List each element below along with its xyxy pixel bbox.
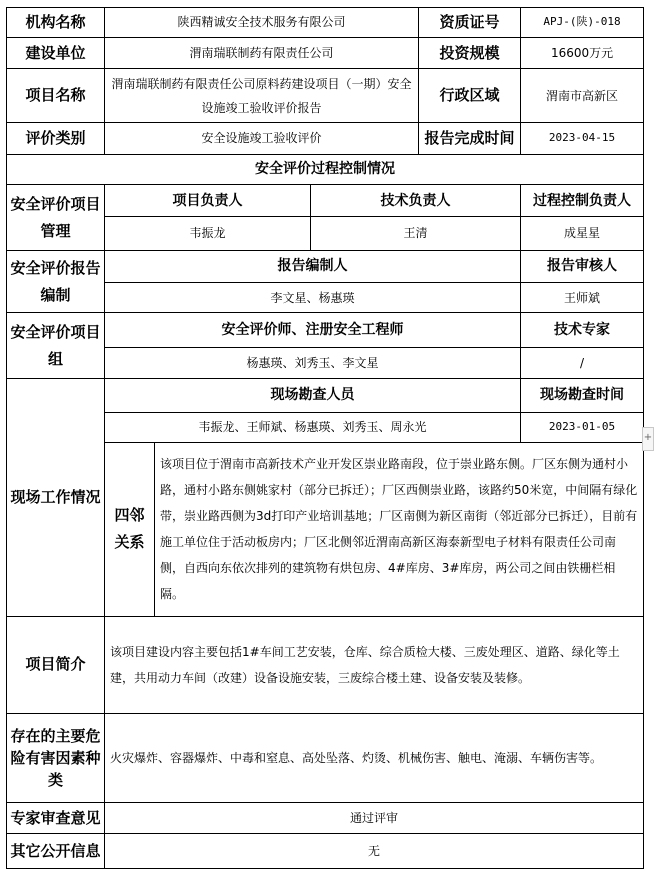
- hazards-label: 存在的主要危险有害因素种类: [7, 714, 105, 803]
- row-hazards: [7, 714, 644, 803]
- other-info-value: 无: [105, 834, 644, 869]
- builder-value: 渭南瑞联制药有限责任公司: [105, 37, 419, 69]
- investment-label: 投资规模: [419, 37, 521, 69]
- compilation-label: 安全评价报告编制: [7, 250, 105, 313]
- row-builder: [7, 37, 644, 69]
- agency-name-value: 陕西精诚安全技术服务有限公司: [105, 8, 419, 38]
- project-lead-value: 韦振龙: [105, 217, 311, 251]
- row-project: [7, 69, 644, 122]
- investment-value: 16600万元: [521, 37, 644, 69]
- surveyor-value: 韦振龙、王师斌、杨惠瑛、刘秀玉、周永光: [105, 412, 521, 442]
- survey-time-header: 现场勘查时间: [521, 378, 644, 412]
- tech-lead-value: 王清: [311, 217, 521, 251]
- evaluator-header: 安全评价师、注册安全工程师: [105, 313, 521, 348]
- management-label: 安全评价项目管理: [7, 185, 105, 251]
- row-intro: [7, 616, 644, 713]
- row-category: [7, 122, 644, 154]
- qualification-value: APJ-(陕)-018: [521, 8, 644, 38]
- intro-label: 项目简介: [7, 616, 105, 713]
- qualification-label: 资质证号: [419, 8, 521, 38]
- row-expert-opinion: [7, 803, 644, 834]
- compiler-header: 报告编制人: [105, 250, 521, 282]
- builder-label: 建设单位: [7, 37, 105, 69]
- team-label: 安全评价项目组: [7, 313, 105, 379]
- neighbor-text: 该项目位于渭南市高新技术产业开发区崇业路南段，位于崇业路东侧。厂区东侧为通村小路，通村小路东侧姚家村（部分已拆迁）；厂区西侧崇业路，该路约50米宽，中间隔有绿化带，崇业路西侧为3d打印产业培训基地；厂区南侧为新区南街（邻近部分已拆迁），目前有施工单位住于活动板房内；厂区北侧邻近渭南高新区海泰新型电子材料有限责任公司南侧，自西向东依次排列的建筑物有烘包房、4#库房、3#库房，两公司之间由铁栅栏相隔。: [155, 442, 644, 616]
- process-lead-header: 过程控制负责人: [521, 185, 644, 217]
- survey-time-value: 2023-01-05: [521, 412, 644, 442]
- evaluation-info-table: [6, 7, 644, 869]
- row-site-headers: [7, 378, 644, 412]
- site-work-label: 现场工作情况: [7, 378, 105, 616]
- row-section-title: [7, 154, 644, 185]
- tech-lead-header: 技术负责人: [311, 185, 521, 217]
- reviewer-value: 王师斌: [521, 282, 644, 313]
- row-agency: [7, 8, 644, 38]
- region-value: 渭南市高新区: [521, 69, 644, 122]
- region-label: 行政区域: [419, 69, 521, 122]
- agency-name-label: 机构名称: [7, 8, 105, 38]
- row-compilation-headers: [7, 250, 644, 282]
- other-info-label: 其它公开信息: [7, 834, 105, 869]
- section-title: 安全评价过程控制情况: [7, 154, 644, 185]
- intro-text: 该项目建设内容主要包括1#车间工艺安装，仓库、综合质检大楼、三废处理区、道路、绿化等土建，共用动力车间（改建）设备设施安装，三废综合楼土建、设备安装及装修。: [105, 616, 644, 713]
- surveyor-header: 现场勘查人员: [105, 378, 521, 412]
- row-other-info: [7, 834, 644, 869]
- row-management-headers: [7, 185, 644, 217]
- compiler-value: 李文星、杨惠瑛: [105, 282, 521, 313]
- project-name-value: 渭南瑞联制药有限责任公司原料药建设项目（一期）安全设施竣工验收评价报告: [105, 69, 419, 122]
- completion-time-value: 2023-04-15: [521, 122, 644, 154]
- project-lead-header: 项目负责人: [105, 185, 311, 217]
- process-lead-value: 成星星: [521, 217, 644, 251]
- category-label: 评价类别: [7, 122, 105, 154]
- expert-opinion-label: 专家审查意见: [7, 803, 105, 834]
- expert-opinion-value: 通过评审: [105, 803, 644, 834]
- completion-time-label: 报告完成时间: [419, 122, 521, 154]
- expand-handle[interactable]: +: [642, 427, 654, 451]
- expert-value: /: [521, 348, 644, 379]
- category-value: 安全设施竣工验收评价: [105, 122, 419, 154]
- neighbor-label: 四邻关系: [105, 442, 155, 616]
- expert-header: 技术专家: [521, 313, 644, 348]
- hazards-text: 火灾爆炸、容器爆炸、中毒和窒息、高处坠落、灼烫、机械伤害、触电、淹溺、车辆伤害等。: [105, 714, 644, 803]
- reviewer-header: 报告审核人: [521, 250, 644, 282]
- row-team-headers: [7, 313, 644, 348]
- project-name-label: 项目名称: [7, 69, 105, 122]
- evaluator-value: 杨惠瑛、刘秀玉、李文星: [105, 348, 521, 379]
